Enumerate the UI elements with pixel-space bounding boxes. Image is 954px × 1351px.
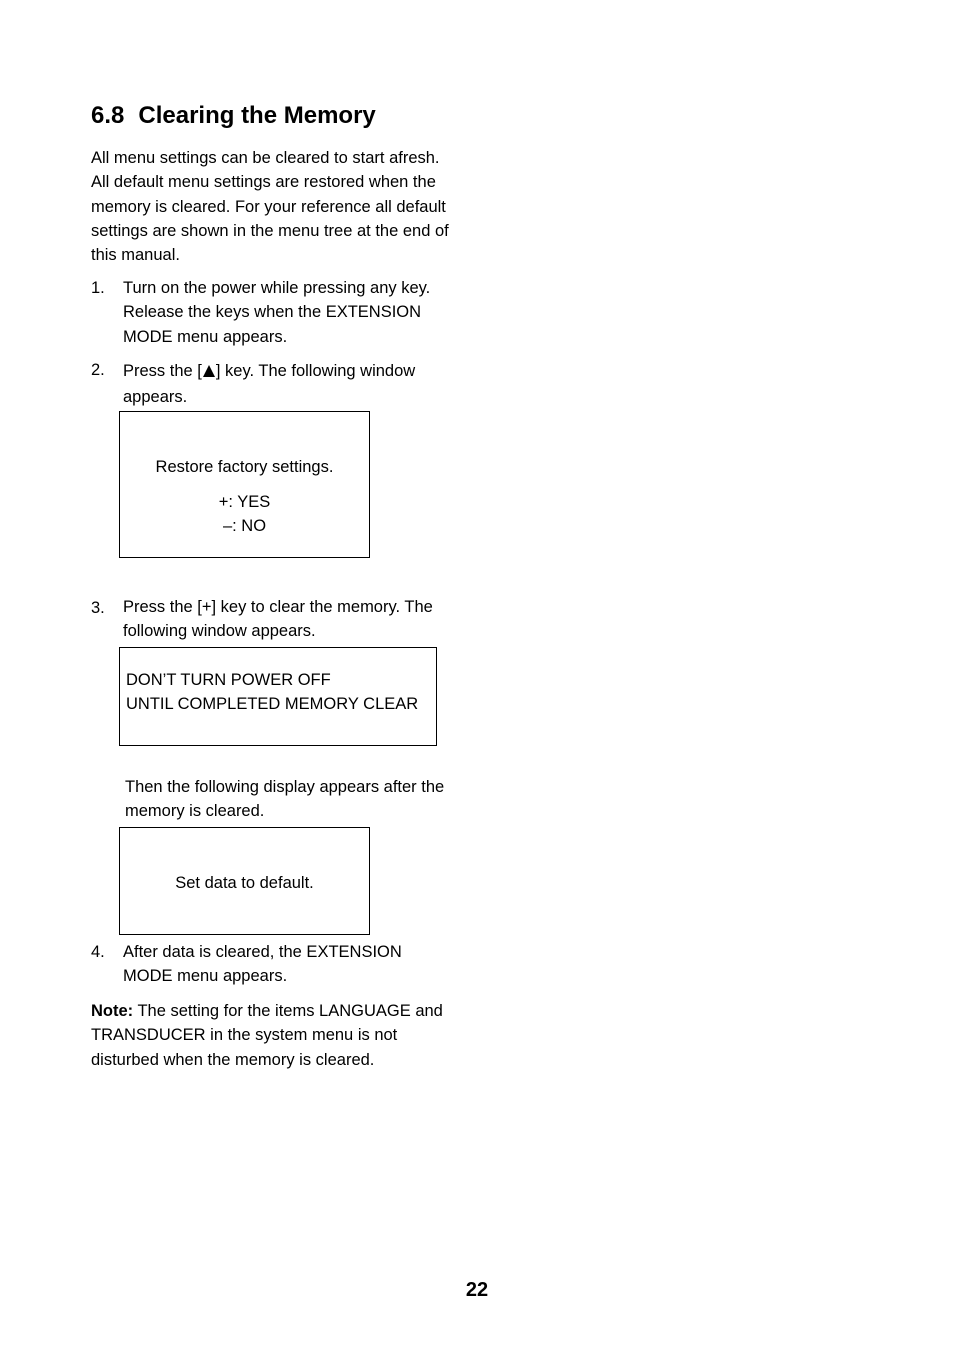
step-line: appears. (123, 388, 188, 406)
section-number: 6.8 (91, 102, 125, 129)
intro-line: All menu settings can be cleared to start afresh. (91, 149, 440, 167)
memory-clear-warning-window (119, 647, 437, 746)
step-1-number: 1. (91, 279, 105, 297)
then-text (125, 775, 444, 823)
note-line: disturbed when the memory is cleared. (91, 1050, 375, 1069)
up-triangle-icon (203, 365, 215, 377)
section-title-text: Clearing the Memory (138, 102, 376, 129)
step-4-text (123, 940, 402, 989)
note-line: TRANSDUCER in the system menu is not (91, 1026, 398, 1045)
step-line: MODE menu appears. (123, 967, 288, 986)
step-line: MODE menu appears. (123, 327, 288, 346)
step-3-text (123, 596, 433, 643)
step-line: following window appears. (123, 621, 316, 640)
intro-paragraph (91, 146, 449, 267)
note-line (91, 999, 443, 1023)
step-2-text (123, 358, 415, 410)
step-2-number: 2. (91, 361, 105, 379)
intro-line: this manual. (91, 246, 180, 265)
page-number: 22 (465, 1279, 489, 1301)
warning-line: UNTIL COMPLETED MEMORY CLEAR (126, 695, 419, 713)
intro-line: memory is cleared. For your reference all default (91, 197, 446, 216)
section-title (91, 100, 376, 132)
default-message: Set data to default. (175, 874, 314, 892)
no-option: –: NO (222, 517, 267, 535)
warning-text (126, 668, 418, 716)
warning-line: DON’T TURN POWER OFF (126, 671, 331, 689)
note-paragraph (91, 999, 443, 1072)
step-2-post: ] key. The following window (215, 362, 416, 380)
yes-option: +: YES (218, 493, 271, 511)
default-data-window (119, 827, 370, 935)
step-line: After data is cleared, the EXTENSION (123, 943, 402, 961)
step-3-number: 3. (91, 599, 105, 617)
then-line: memory is cleared. (125, 802, 265, 820)
note-label: Note: (91, 1002, 134, 1020)
note-text: The setting for the items LANGUAGE and (133, 1002, 443, 1020)
step-1-text (123, 276, 430, 349)
then-line: Then the following display appears after the (125, 778, 445, 796)
window-title: Restore factory settings. (155, 458, 334, 476)
step-line: Release the keys when the EXTENSION (123, 303, 422, 322)
step-4-number: 4. (91, 943, 105, 961)
intro-line: All default menu settings are restored when the (91, 173, 436, 192)
step-line: Turn on the power while pressing any key. (123, 279, 431, 297)
step-line (123, 358, 415, 384)
restore-settings-window (119, 411, 370, 558)
step-line: Press the [+] key to clear the memory. The (123, 598, 433, 616)
intro-line: settings are shown in the menu tree at the end of (91, 221, 449, 240)
step-2-pre: Press the [ (123, 362, 202, 380)
